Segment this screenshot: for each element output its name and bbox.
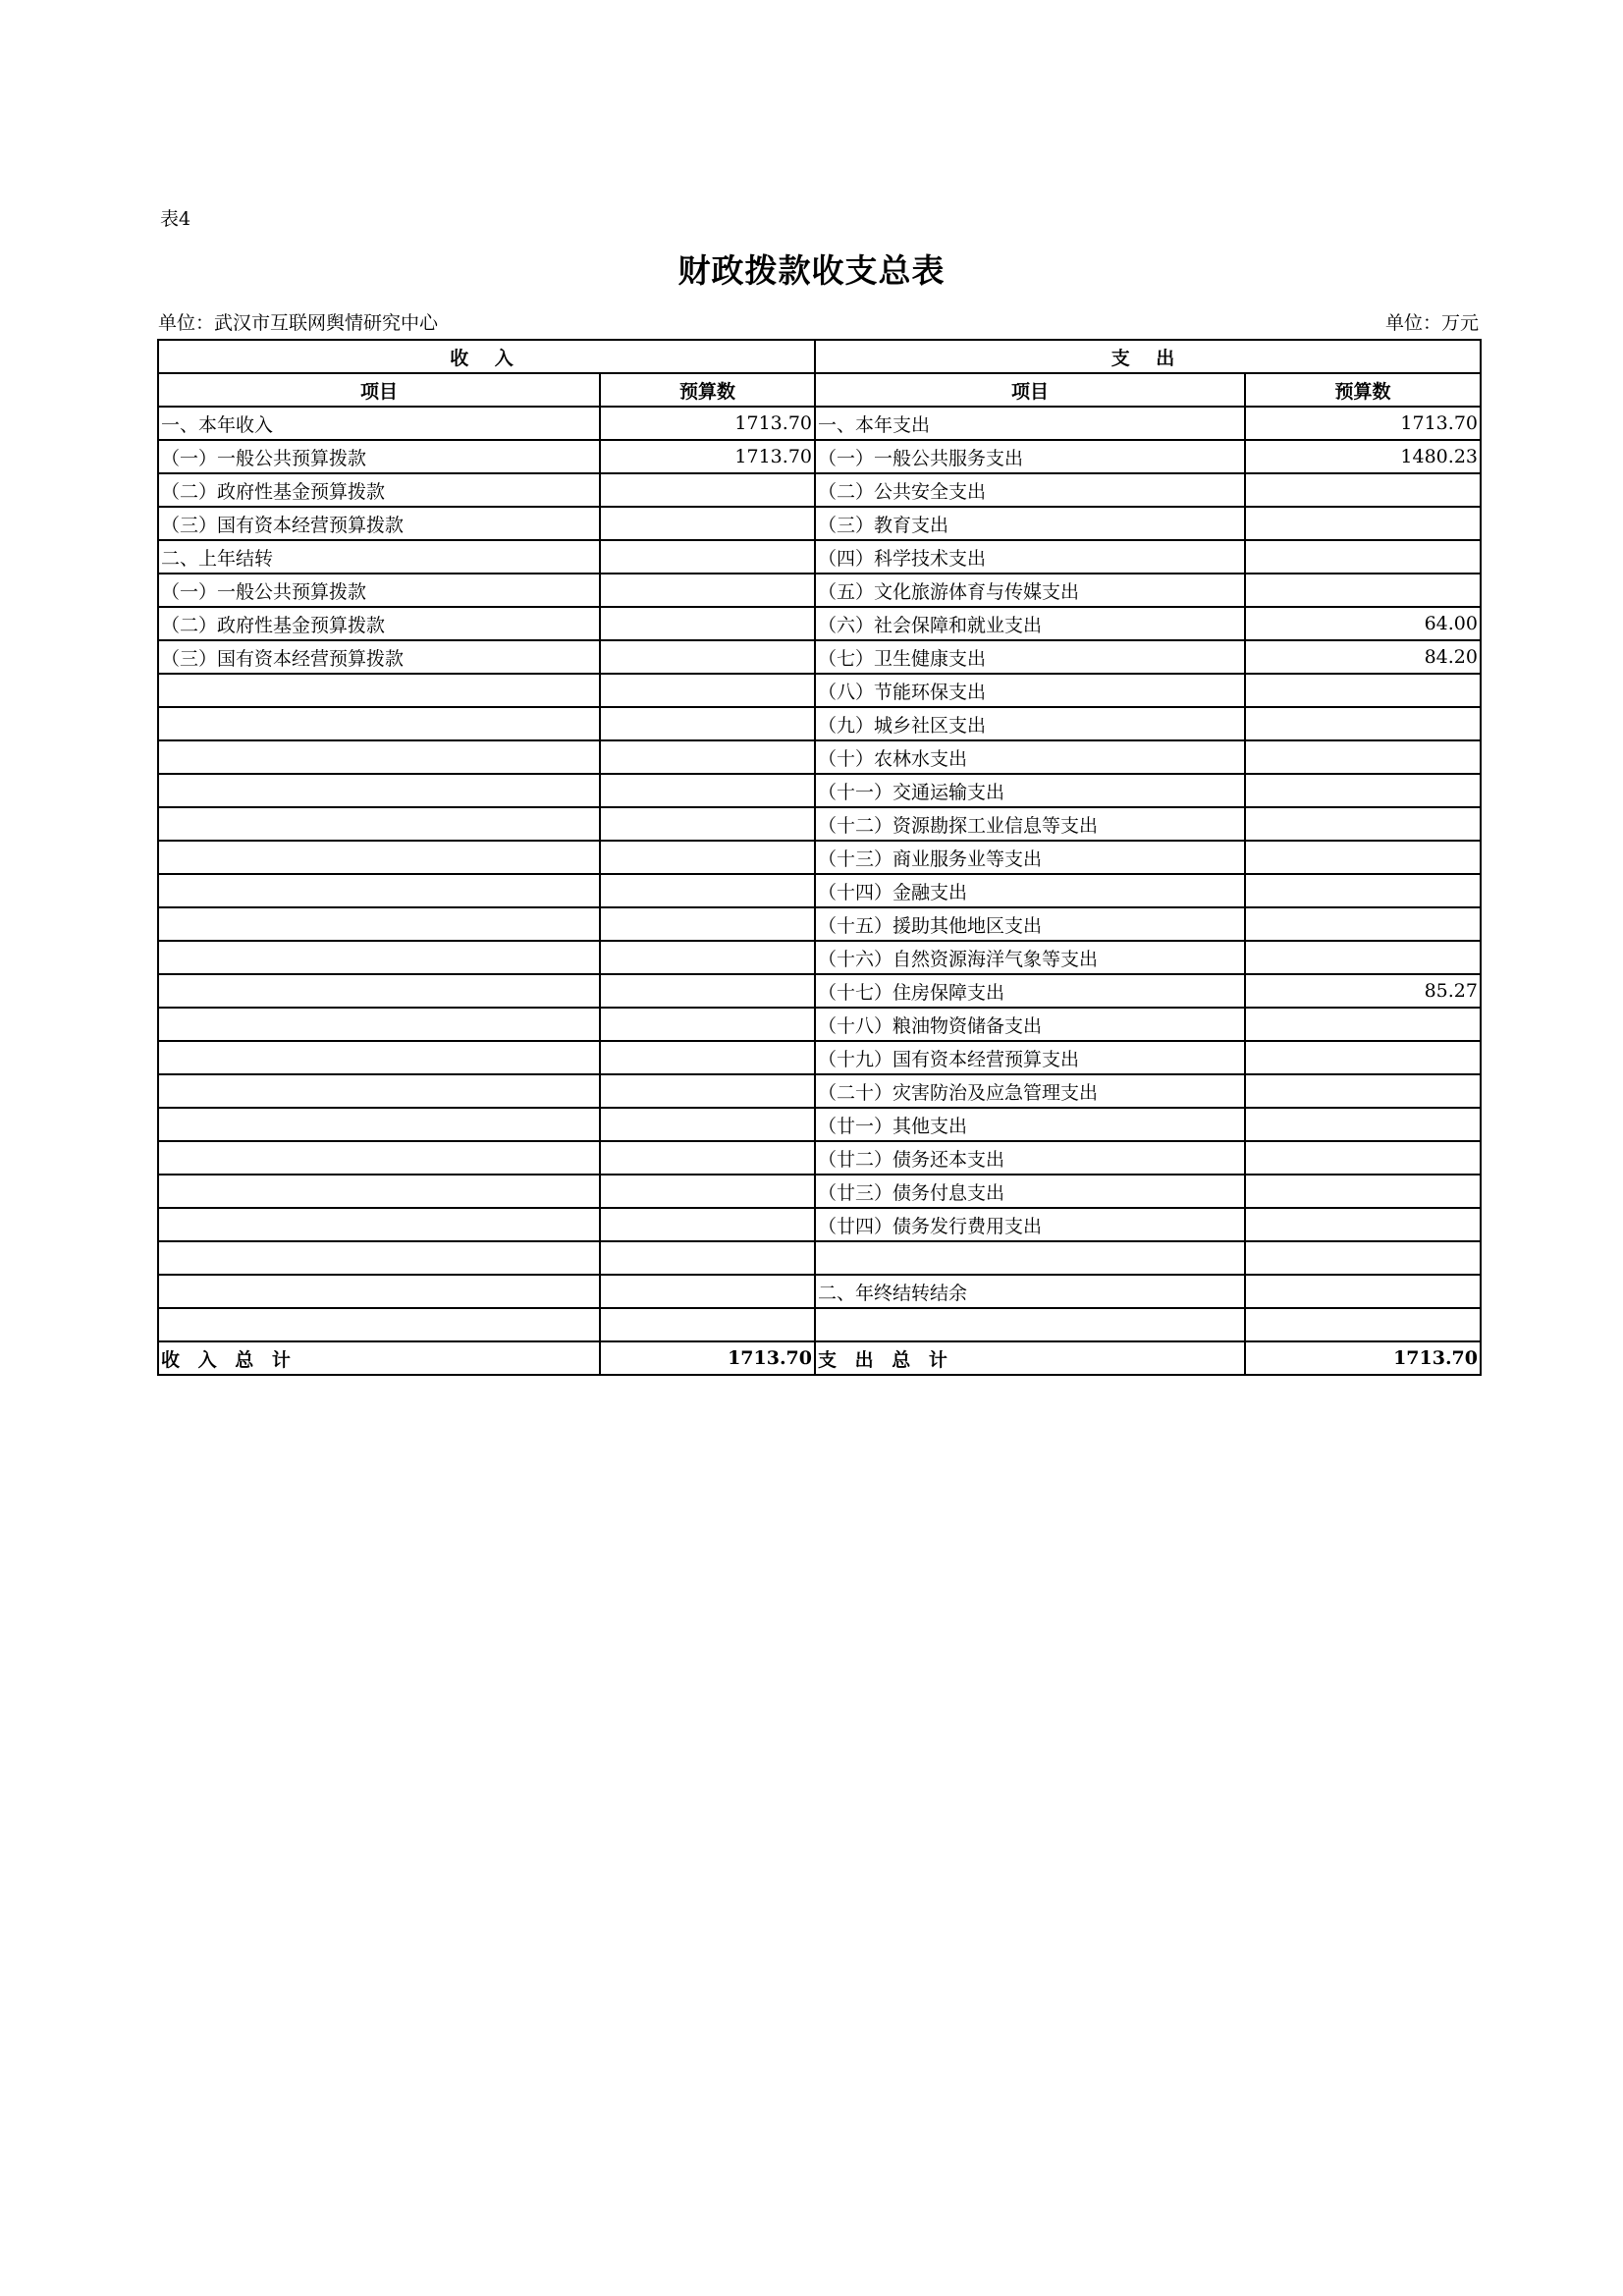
column-header-row [158,373,1481,407]
expense-amount-cell: 64.00 [1245,607,1481,640]
expense-amount-cell [1245,1008,1481,1041]
income-item-cell [158,1141,600,1175]
income-section-header: 收 入 [158,340,815,373]
expense-amount-cell [1245,1175,1481,1208]
income-item-cell [158,874,600,907]
expense-amount-cell [1245,473,1481,507]
income-item-cell [158,974,600,1008]
expense-amount-cell [1245,1241,1481,1275]
income-item-cell: （二）政府性基金预算拨款 [158,607,600,640]
income-amount-cell [600,774,815,807]
income-total-amount: 1713.70 [600,1341,815,1375]
income-amount-cell [600,1074,815,1108]
budget-table [157,339,1482,1376]
income-amount-cell [600,540,815,574]
expense-budget-header: 预算数 [1245,373,1481,407]
income-amount-cell: 1713.70 [600,440,815,473]
income-item-cell: （一）一般公共预算拨款 [158,440,600,473]
income-item-cell [158,841,600,874]
income-amount-cell [600,1208,815,1241]
table-row [158,607,1481,640]
table-row [158,674,1481,707]
income-item-cell [158,707,600,740]
income-item-cell: （一）一般公共预算拨款 [158,574,600,607]
income-amount-cell [600,607,815,640]
expense-item-cell: 二、年终结转结余 [815,1275,1245,1308]
expense-item-cell: （十六）自然资源海洋气象等支出 [815,941,1245,974]
table-row [158,1308,1481,1341]
expense-total-amount: 1713.70 [1245,1341,1481,1375]
table-row [158,1074,1481,1108]
expense-amount-cell: 1713.70 [1245,407,1481,440]
expense-section-header: 支 出 [815,340,1481,373]
expense-amount-cell [1245,674,1481,707]
income-item-cell [158,1074,600,1108]
expense-amount-cell [1245,740,1481,774]
expense-item-cell: （廿一）其他支出 [815,1108,1245,1141]
expense-item-cell: （十三）商业服务业等支出 [815,841,1245,874]
expense-amount-cell [1245,1208,1481,1241]
income-amount-cell [600,1275,815,1308]
income-amount-cell [600,1041,815,1074]
income-amount-cell [600,974,815,1008]
expense-item-cell: （十九）国有资本经营预算支出 [815,1041,1245,1074]
expense-item-cell: （十四）金融支出 [815,874,1245,907]
table-row [158,1275,1481,1308]
expense-amount-cell [1245,807,1481,841]
income-amount-cell [600,807,815,841]
unit-organization: 单位：武汉市互联网舆情研究中心 [158,312,439,334]
income-total-label: 收 入 总 计 [158,1341,600,1375]
expense-item-cell [815,1308,1245,1341]
income-amount-cell [600,907,815,941]
income-amount-cell [600,707,815,740]
income-amount-cell [600,1008,815,1041]
table-row [158,907,1481,941]
table-row [158,574,1481,607]
expense-amount-cell [1245,774,1481,807]
expense-item-cell: （一）一般公共服务支出 [815,440,1245,473]
income-item-cell [158,740,600,774]
expense-amount-cell: 1480.23 [1245,440,1481,473]
income-amount-cell [600,1141,815,1175]
expense-amount-cell [1245,1141,1481,1175]
income-amount-cell [600,640,815,674]
table-row [158,1108,1481,1141]
unit-currency: 单位：万元 [1384,312,1479,334]
income-item-cell [158,807,600,841]
income-item-header: 项目 [158,373,600,407]
expense-item-cell: （七）卫生健康支出 [815,640,1245,674]
income-item-cell: （二）政府性基金预算拨款 [158,473,600,507]
expense-item-cell: 一、本年支出 [815,407,1245,440]
expense-item-cell: （二十）灾害防治及应急管理支出 [815,1074,1245,1108]
table-body [158,407,1481,1341]
expense-amount-cell [1245,507,1481,540]
income-item-cell [158,1308,600,1341]
table-row [158,974,1481,1008]
expense-amount-cell [1245,540,1481,574]
table-row [158,440,1481,473]
expense-item-cell: （二）公共安全支出 [815,473,1245,507]
income-budget-header: 预算数 [600,373,815,407]
income-item-cell [158,1275,600,1308]
income-item-cell [158,1241,600,1275]
expense-amount-cell [1245,1275,1481,1308]
expense-item-cell: （五）文化旅游体育与传媒支出 [815,574,1245,607]
expense-item-cell: （廿三）债务付息支出 [815,1175,1245,1208]
income-item-cell [158,941,600,974]
expense-amount-cell [1245,874,1481,907]
expense-item-cell: （十）农林水支出 [815,740,1245,774]
income-amount-cell: 1713.70 [600,407,815,440]
income-item-cell [158,1041,600,1074]
income-item-cell [158,907,600,941]
expense-amount-cell [1245,1108,1481,1141]
expense-item-cell: （十一）交通运输支出 [815,774,1245,807]
expense-item-cell: （三）教育支出 [815,507,1245,540]
page-title: 财政拨款收支总表 [677,251,946,290]
expense-item-cell: （十五）援助其他地区支出 [815,907,1245,941]
expense-amount-cell: 84.20 [1245,640,1481,674]
income-amount-cell [600,574,815,607]
income-amount-cell [600,740,815,774]
table-number: 表4 [160,208,191,230]
income-item-cell [158,1175,600,1208]
income-item-cell: 一、本年收入 [158,407,600,440]
table-row [158,473,1481,507]
table-row [158,640,1481,674]
expense-amount-cell [1245,1041,1481,1074]
table-row [158,740,1481,774]
expense-amount-cell [1245,941,1481,974]
expense-item-cell [815,1241,1245,1275]
income-item-cell [158,674,600,707]
income-item-cell [158,774,600,807]
expense-item-cell: （十二）资源勘探工业信息等支出 [815,807,1245,841]
expense-item-cell: （十八）粮油物资储备支出 [815,1008,1245,1041]
expense-amount-cell: 85.27 [1245,974,1481,1008]
table-row [158,407,1481,440]
table-row [158,1241,1481,1275]
table-row [158,540,1481,574]
table-row [158,1008,1481,1041]
table-row [158,1041,1481,1074]
table-row [158,841,1481,874]
table-row [158,774,1481,807]
income-item-cell [158,1208,600,1241]
table-row [158,1175,1481,1208]
expense-item-cell: （廿二）债务还本支出 [815,1141,1245,1175]
expense-amount-cell [1245,574,1481,607]
income-item-cell [158,1008,600,1041]
income-amount-cell [600,1241,815,1275]
expense-amount-cell [1245,707,1481,740]
expense-amount-cell [1245,907,1481,941]
table-row [158,941,1481,974]
income-amount-cell [600,1108,815,1141]
table-row [158,707,1481,740]
income-amount-cell [600,473,815,507]
expense-amount-cell [1245,1074,1481,1108]
table-row [158,1141,1481,1175]
table-row [158,874,1481,907]
expense-item-cell: （廿四）债务发行费用支出 [815,1208,1245,1241]
expense-item-cell: （八）节能环保支出 [815,674,1245,707]
table-row [158,507,1481,540]
expense-amount-cell [1245,841,1481,874]
income-amount-cell [600,1175,815,1208]
income-item-cell: （三）国有资本经营预算拨款 [158,640,600,674]
expense-item-header: 项目 [815,373,1245,407]
income-amount-cell [600,507,815,540]
income-amount-cell [600,941,815,974]
expense-item-cell: （四）科学技术支出 [815,540,1245,574]
table-row [158,807,1481,841]
income-amount-cell [600,1308,815,1341]
income-amount-cell [600,674,815,707]
expense-item-cell: （九）城乡社区支出 [815,707,1245,740]
table-row [158,1208,1481,1241]
expense-total-label: 支 出 总 计 [815,1341,1245,1375]
expense-item-cell: （十七）住房保障支出 [815,974,1245,1008]
income-amount-cell [600,841,815,874]
income-amount-cell [600,874,815,907]
section-header-row [158,340,1481,373]
total-row [158,1341,1481,1375]
expense-item-cell: （六）社会保障和就业支出 [815,607,1245,640]
expense-amount-cell [1245,1308,1481,1341]
income-item-cell [158,1108,600,1141]
income-item-cell: （三）国有资本经营预算拨款 [158,507,600,540]
income-item-cell: 二、上年结转 [158,540,600,574]
